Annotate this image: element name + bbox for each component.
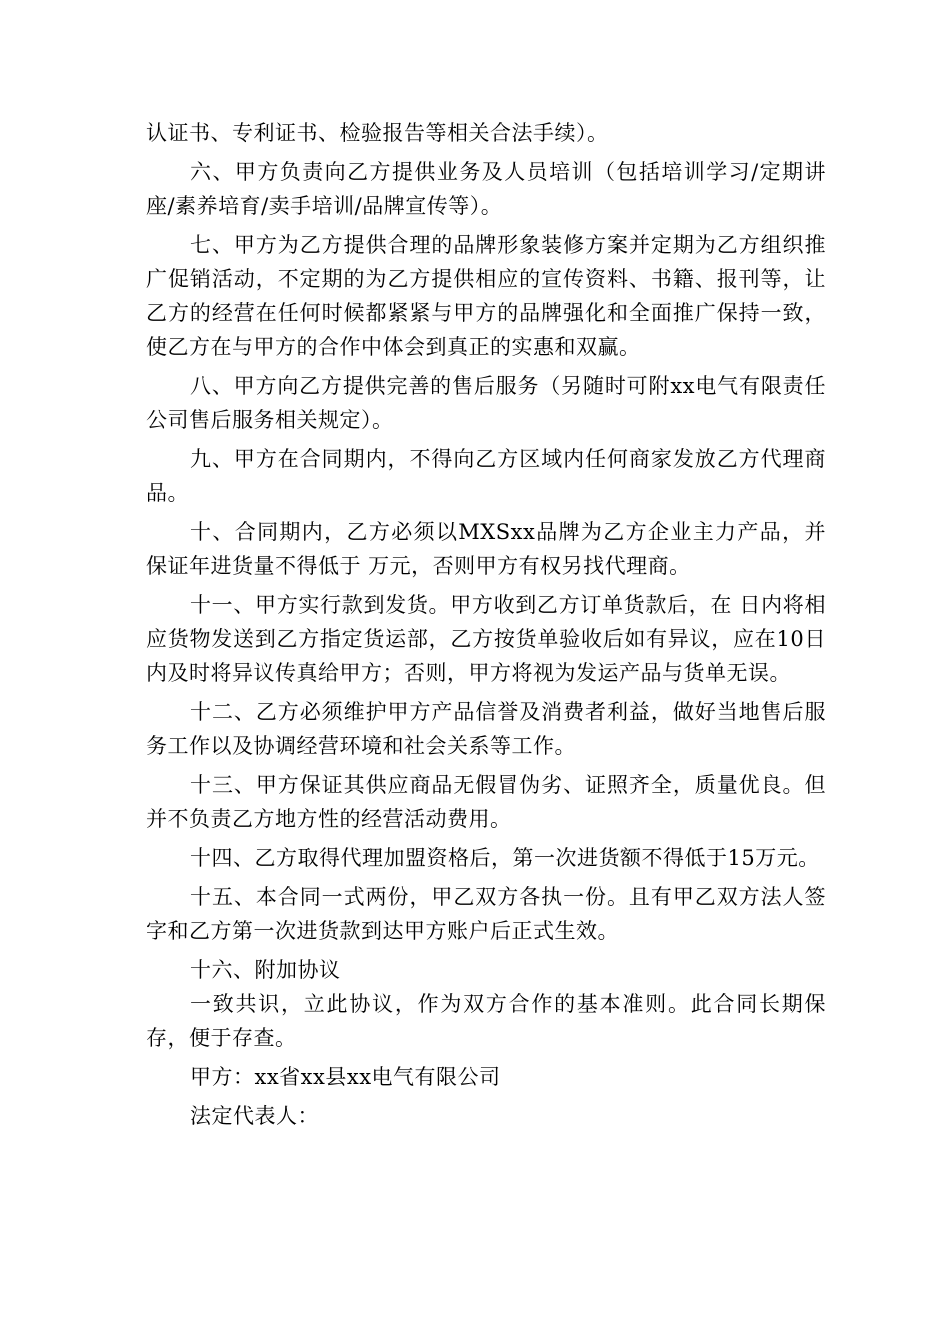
- clause-13: 十三、甲方保证其供应商品无假冒伪劣、证照齐全，质量优良。但并不负责乙方地方性的经营活动费用。: [146, 773, 826, 831]
- clause-9: 九、甲方在合同期内，不得向乙方区域内任何商家发放乙方代理商品。: [146, 447, 826, 505]
- party-a-line: 甲方：xx省xx县xx电气有限公司: [190, 1065, 501, 1089]
- clause-12: 十二、乙方必须维护甲方产品信誉及消费者利益，做好当地售后服务工作以及协调经营环境和社会关系等工作。: [146, 700, 826, 758]
- paragraph-continuation: 认证书、专利证书、检验报告等相关合法手续）。: [146, 121, 609, 145]
- clause-14: 十四、乙方取得代理加盟资格后，第一次进货额不得低于15万元。: [190, 846, 820, 870]
- clause-8: 八、甲方向乙方提供完善的售后服务（另随时可附xx电气有限责任公司售后服务相关规定）。: [146, 374, 826, 432]
- agreement-statement: 一致共识，立此协议，作为双方合作的基本准则。此合同长期保存，便于存查。: [146, 992, 826, 1050]
- clause-15: 十五、本合同一式两份，甲乙双方各执一份。且有甲乙双方法人签字和乙方第一次进货款到达甲方账户后正式生效。: [146, 885, 826, 943]
- document-body: [146, 116, 826, 1138]
- clause-7: 七、甲方为乙方提供合理的品牌形象装修方案并定期为乙方组织推广促销活动，不定期的为乙方提供相应的宣传资料、书籍、报刊等，让乙方的经营在任何时候都紧紧与甲方的品牌强化和全面推广保持一致，使乙方在与甲方的合作中体会到真正的实惠和双赢。: [146, 233, 826, 359]
- clause-6: 六、甲方负责向乙方提供业务及人员培训（包括培训学习/定期讲座/素养培育/卖手培训/品牌宣传等）。: [146, 160, 826, 218]
- clause-16: 十六、附加协议: [190, 958, 341, 982]
- clause-10: 十、合同期内，乙方必须以MXSxx品牌为乙方企业主力产品，并保证年进货量不得低于 万元，否则甲方有权另找代理商。: [146, 520, 826, 578]
- legal-representative-line: 法定代表人：: [190, 1104, 319, 1128]
- clause-11: 十一、甲方实行款到发货。甲方收到乙方订单货款后，在 日内将相应货物发送到乙方指定货运部，乙方按货单验收后如有异议，应在10日内及时将异议传真给甲方；否则，甲方将视为发运产品与货单无误。: [146, 593, 826, 685]
